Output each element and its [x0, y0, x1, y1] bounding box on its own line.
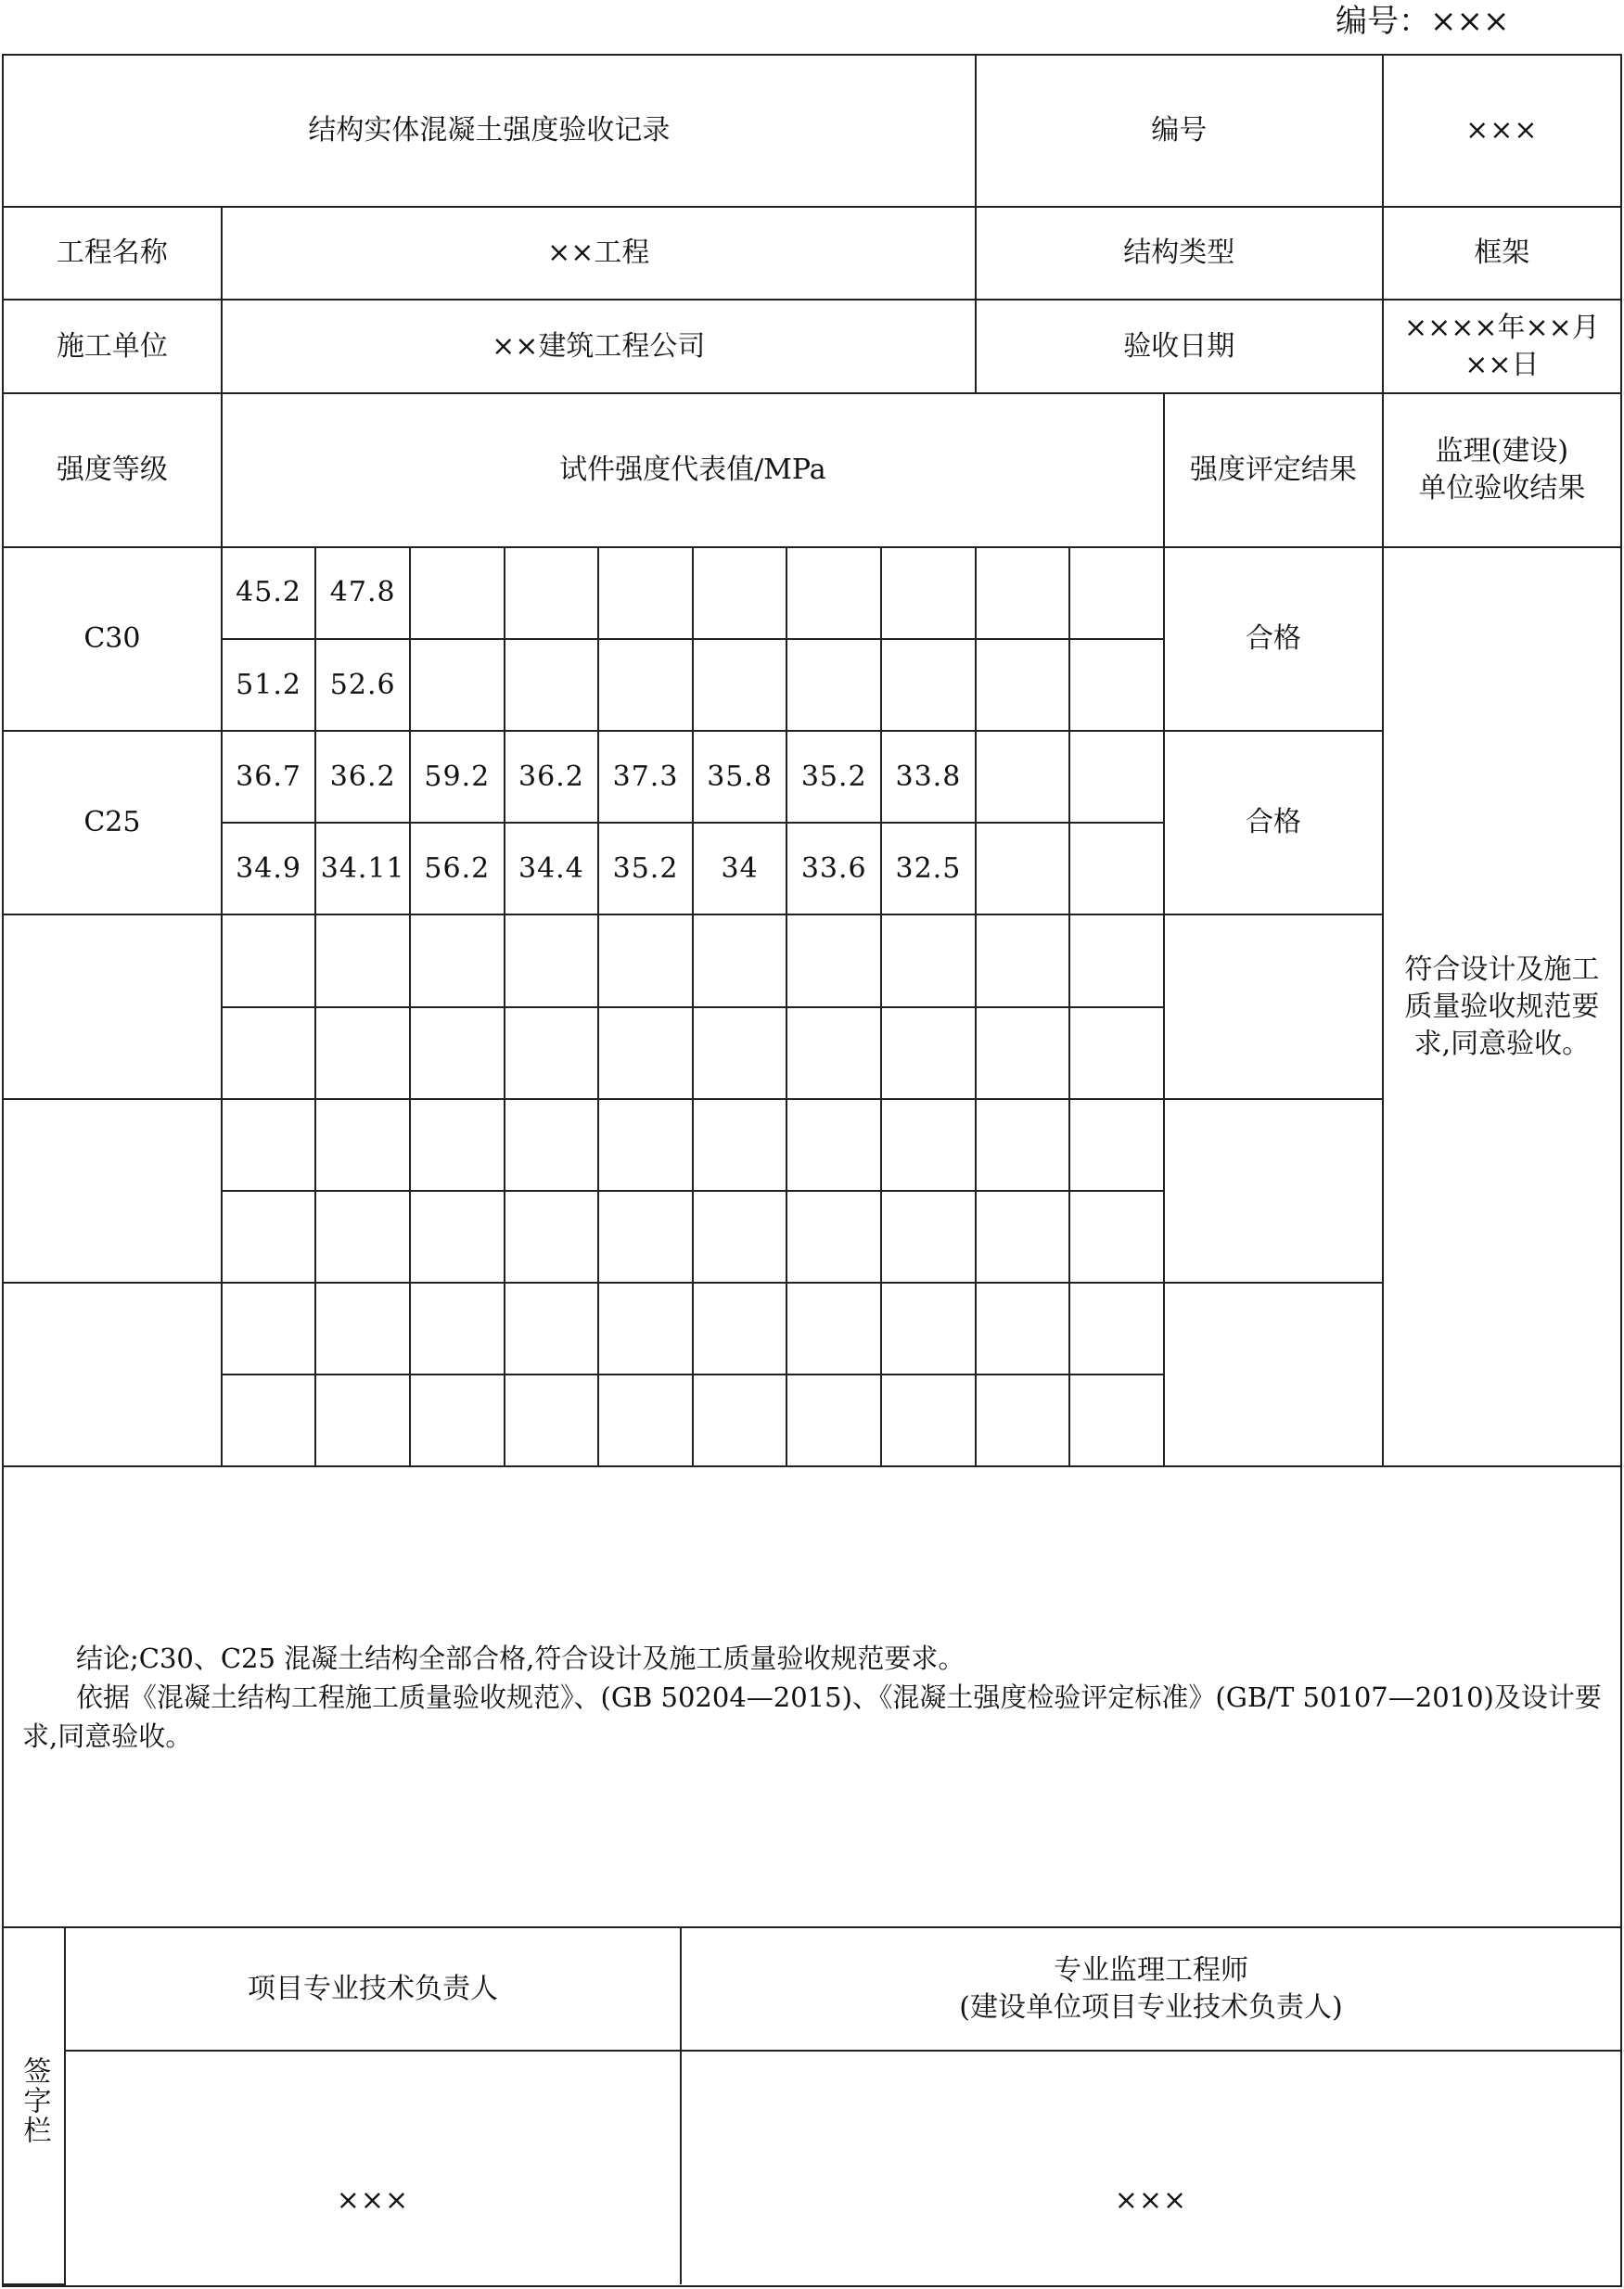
specimen-value	[786, 914, 881, 1006]
specimen-value	[598, 547, 693, 639]
conclusion	[3, 1466, 1621, 1927]
specimen-value	[976, 547, 1070, 639]
specimen-value	[881, 1283, 976, 1375]
project-name-label: 工程名称	[3, 207, 222, 300]
specimen-value	[222, 1099, 316, 1191]
contractor: ××建筑工程公司	[222, 300, 976, 392]
specimen-value	[881, 1191, 976, 1283]
specimen-value	[976, 1283, 1070, 1375]
structure-type: 框架	[1383, 207, 1621, 300]
acceptance-date: ××××年××月××日	[1383, 300, 1621, 392]
specimen-value	[693, 1283, 787, 1375]
structure-type-label: 结构类型	[976, 207, 1383, 300]
specimen-value	[1069, 731, 1164, 823]
specimen-value	[976, 731, 1070, 823]
specimen-value: 36.7	[222, 731, 316, 823]
specimen-value	[786, 1099, 881, 1191]
right-signer-title-line1: 专业监理工程师	[1054, 1953, 1248, 1987]
specimen-value: 35.2	[786, 731, 881, 823]
strength-grade	[3, 1283, 222, 1466]
specimen-value	[410, 1375, 505, 1466]
supervision-header-line1: 监理(建设)	[1435, 434, 1569, 467]
specimen-value	[505, 547, 599, 639]
signature-label: 签字栏	[18, 2056, 51, 2146]
specimen-value	[881, 1007, 976, 1099]
strength-grade: C30	[3, 547, 222, 731]
specimen-value	[786, 1191, 881, 1283]
specimen-value	[222, 1375, 316, 1466]
specimen-value	[410, 1283, 505, 1375]
signature-section	[3, 1927, 1621, 2286]
specimen-value	[505, 1007, 599, 1099]
specimen-value	[693, 1191, 787, 1283]
specimen-value	[881, 547, 976, 639]
specimen-value	[598, 1191, 693, 1283]
specimen-value	[786, 1007, 881, 1099]
specimen-value	[505, 914, 599, 1006]
evaluation-result	[1164, 914, 1383, 1098]
supervision-header-line2: 单位验收结果	[1418, 471, 1586, 505]
specimen-value	[598, 914, 693, 1006]
specimen-value	[693, 1099, 787, 1191]
contractor-row	[3, 300, 1621, 392]
specimen-value	[976, 914, 1070, 1006]
left-signature: ×××	[65, 2051, 681, 2284]
grade-header: 强度等级	[3, 393, 222, 547]
signature-table	[4, 1928, 1620, 2285]
specimen-value	[315, 1099, 410, 1191]
specimen-value	[598, 1099, 693, 1191]
specimen-value	[222, 914, 316, 1006]
specimen-value	[976, 1375, 1070, 1466]
right-signer-title	[681, 1928, 1620, 2051]
right-signer-title-line2: (建设单位项目专业技术负责人)	[959, 1990, 1343, 2024]
specimen-value: 34.4	[505, 823, 599, 914]
specimen-value	[693, 1007, 787, 1099]
specimen-value	[598, 1007, 693, 1099]
conclusion-line2: 依据《混凝土结构工程施工质量验收规范》、(GB 50204—2015)、《混凝土强度检验评定标准》(GB/T 50107—2010)及设计要求,同意验收。	[22, 1681, 1602, 1752]
specimen-value	[315, 1283, 410, 1375]
table-row	[3, 914, 1621, 1006]
conclusion-row	[3, 1466, 1621, 1927]
number-label: 编号	[976, 55, 1383, 207]
evaluation-result: 合格	[1164, 547, 1383, 731]
specimen-value	[315, 1375, 410, 1466]
strength-grade	[3, 914, 222, 1098]
supervision-result: 符合设计及施工质量验收规范要求,同意验收。	[1383, 547, 1621, 1467]
specimen-value: 35.2	[598, 823, 693, 914]
specimen-value	[786, 1375, 881, 1466]
title-row	[3, 55, 1621, 207]
specimen-value	[410, 1099, 505, 1191]
table-row	[3, 731, 1621, 823]
specimen-value	[410, 547, 505, 639]
evaluation-result: 合格	[1164, 731, 1383, 914]
conclusion-line1: 结论;C30、C25 混凝土结构全部合格,符合设计及施工质量验收规范要求。	[76, 1642, 965, 1674]
specimen-value	[881, 1099, 976, 1191]
signature-row	[3, 1927, 1621, 2286]
specimen-value	[410, 639, 505, 731]
specimen-value: 51.2	[222, 639, 316, 731]
specimen-value	[505, 1099, 599, 1191]
specimen-value	[222, 1283, 316, 1375]
specimen-value	[881, 914, 976, 1006]
specimen-header: 试件强度代表值/MPa	[222, 393, 1164, 547]
acceptance-date-label: 验收日期	[976, 300, 1383, 392]
specimen-value	[976, 1099, 1070, 1191]
specimen-value	[505, 639, 599, 731]
table-row	[3, 1283, 1621, 1375]
specimen-value: 37.3	[598, 731, 693, 823]
evaluation-result	[1164, 1283, 1383, 1466]
specimen-value: 33.8	[881, 731, 976, 823]
right-signature: ×××	[681, 2051, 1620, 2284]
specimen-value	[222, 1191, 316, 1283]
specimen-value	[315, 1007, 410, 1099]
specimen-value	[881, 639, 976, 731]
specimen-value	[693, 547, 787, 639]
specimen-value	[505, 1375, 599, 1466]
specimen-value: 36.2	[505, 731, 599, 823]
record-title: 结构实体混凝土强度验收记录	[3, 55, 976, 207]
specimen-value: 56.2	[410, 823, 505, 914]
specimen-value: 47.8	[315, 547, 410, 639]
specimen-value	[1069, 1191, 1164, 1283]
table-row	[3, 1099, 1621, 1191]
specimen-value	[1069, 1283, 1164, 1375]
specimen-value	[976, 639, 1070, 731]
specimen-value	[1069, 1007, 1164, 1099]
specimen-value: 36.2	[315, 731, 410, 823]
specimen-value	[598, 1375, 693, 1466]
signature-label-cell	[4, 1928, 65, 2284]
project-name: ××工程	[222, 207, 976, 300]
specimen-value	[1069, 1375, 1164, 1466]
specimen-value	[598, 1283, 693, 1375]
specimen-value	[1069, 914, 1164, 1006]
specimen-value: 45.2	[222, 547, 316, 639]
specimen-value	[881, 1375, 976, 1466]
specimen-value: 52.6	[315, 639, 410, 731]
specimen-value: 34.9	[222, 823, 316, 914]
specimen-value: 32.5	[881, 823, 976, 914]
strength-grade	[3, 1099, 222, 1283]
header-row	[3, 393, 1621, 547]
specimen-value	[786, 639, 881, 731]
specimen-value: 33.6	[786, 823, 881, 914]
specimen-value	[693, 1375, 787, 1466]
specimen-value: 34.11	[315, 823, 410, 914]
specimen-value	[315, 1191, 410, 1283]
left-signer-title: 项目专业技术负责人	[65, 1928, 681, 2051]
specimen-value: 59.2	[410, 731, 505, 823]
specimen-value	[786, 1283, 881, 1375]
evaluation-result	[1164, 1099, 1383, 1283]
specimen-value	[693, 639, 787, 731]
specimen-value	[976, 1191, 1070, 1283]
contractor-label: 施工单位	[3, 300, 222, 392]
specimen-value: 34	[693, 823, 787, 914]
specimen-value	[222, 1007, 316, 1099]
specimen-value: 35.8	[693, 731, 787, 823]
specimen-value	[598, 639, 693, 731]
specimen-value	[1069, 823, 1164, 914]
specimen-value	[786, 547, 881, 639]
specimen-value	[410, 1007, 505, 1099]
specimen-value	[1069, 547, 1164, 639]
specimen-value	[410, 914, 505, 1006]
acceptance-record-table	[2, 54, 1622, 2287]
specimen-value	[976, 1007, 1070, 1099]
evaluation-header: 强度评定结果	[1164, 393, 1383, 547]
specimen-value	[976, 823, 1070, 914]
supervision-header	[1383, 393, 1621, 547]
specimen-value	[1069, 639, 1164, 731]
document-number: 编号：×××	[1336, 3, 1510, 40]
specimen-value	[693, 914, 787, 1006]
strength-grade: C25	[3, 731, 222, 914]
specimen-value	[505, 1191, 599, 1283]
specimen-value	[1069, 1099, 1164, 1191]
project-row	[3, 207, 1621, 300]
specimen-value	[505, 1283, 599, 1375]
number-value: ×××	[1383, 55, 1621, 207]
table-row	[3, 547, 1621, 639]
specimen-value	[315, 914, 410, 1006]
specimen-value	[410, 1191, 505, 1283]
